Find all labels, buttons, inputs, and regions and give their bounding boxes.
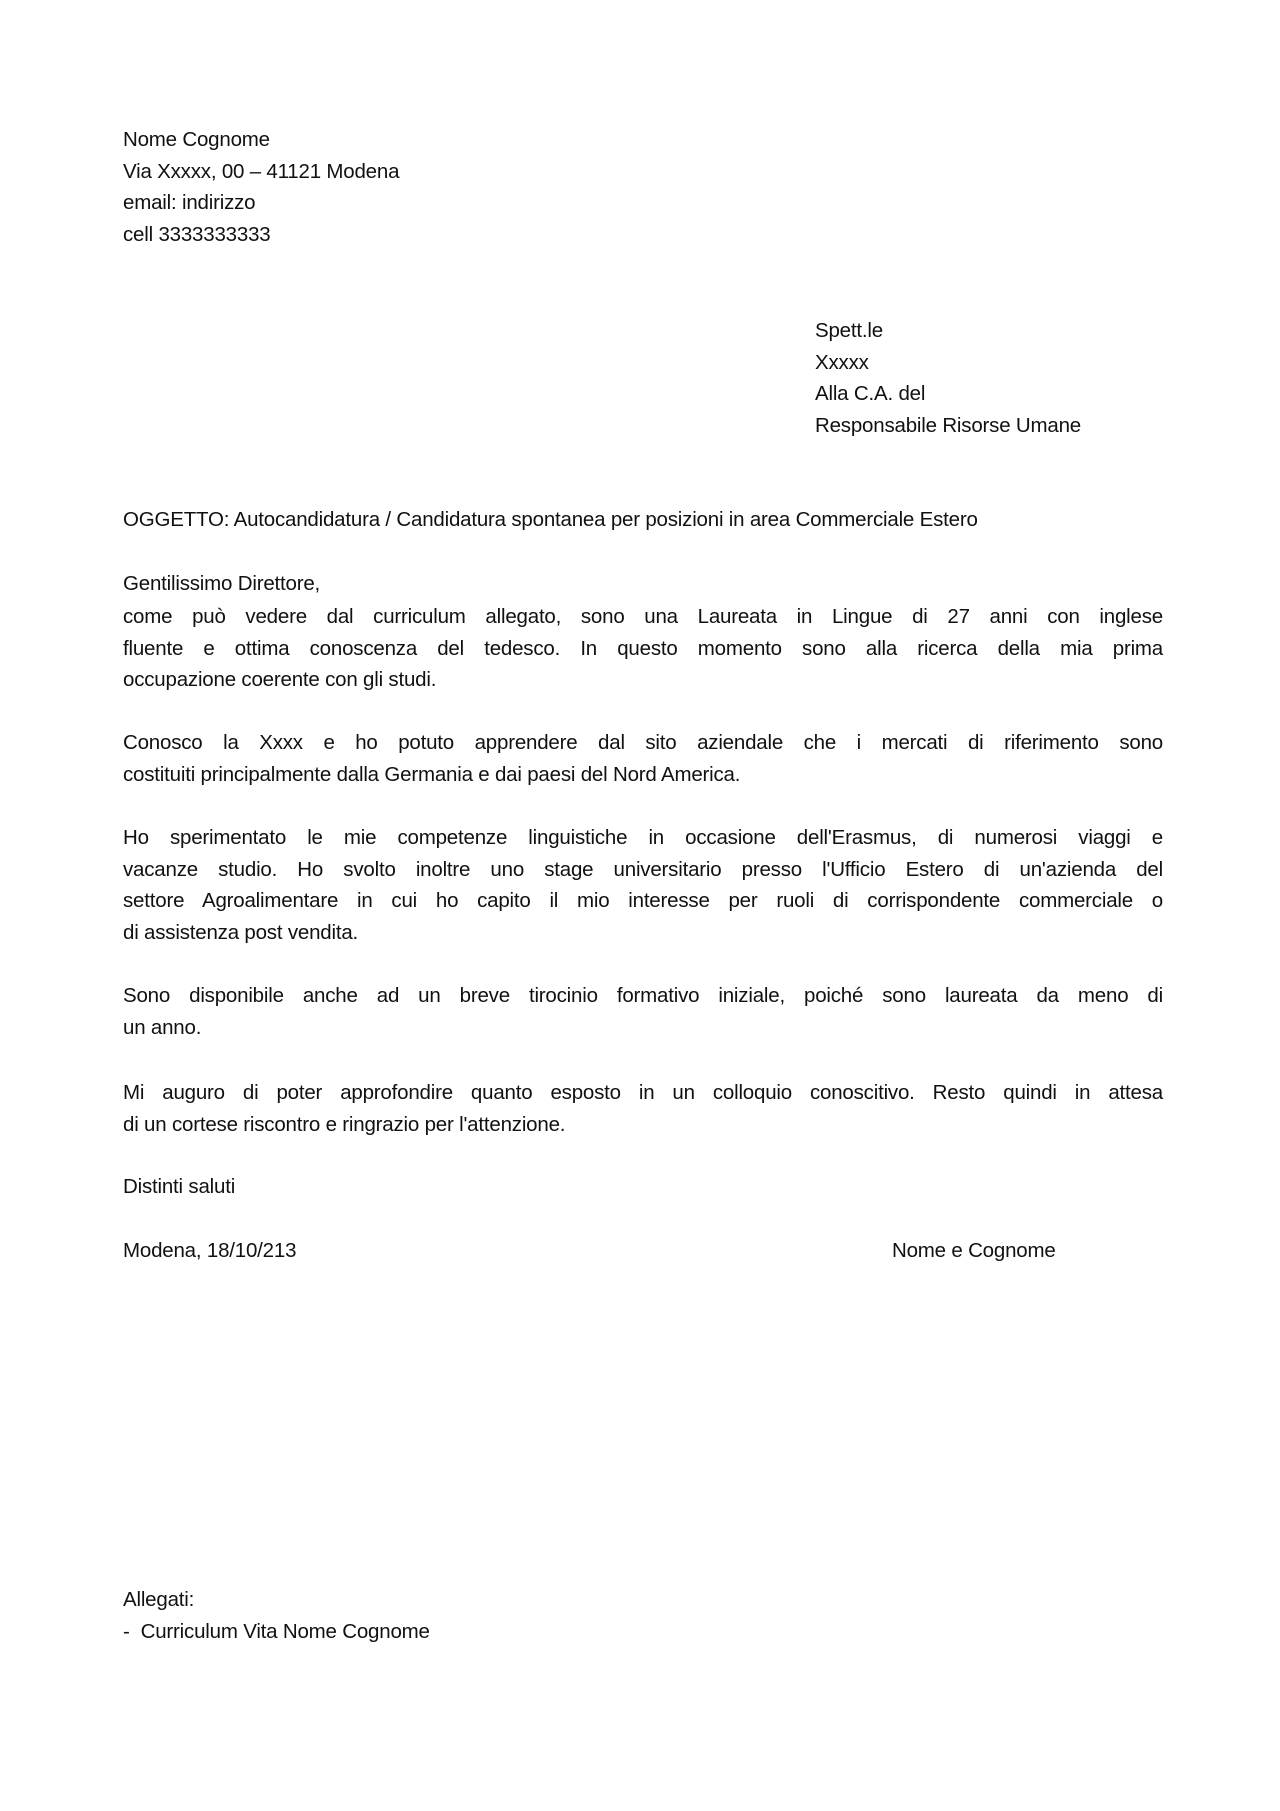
recipient-line: Xxxxx [815,350,869,374]
recipient-line: Responsabile Risorse Umane [815,413,1081,437]
paragraph-line: vacanze studio. Ho svolto inoltre uno stage universitario presso l'Ufficio Estero di un'azienda del [123,857,1163,881]
paragraph-line: Conosco la Xxxx e ho potuto apprendere dal sito aziendale che i mercati di riferimento sono [123,731,1163,754]
paragraph-line: di un cortese riscontro e ringrazio per l'attenzione. [123,1112,566,1136]
paragraph-line: Ho sperimentato le mie competenze linguistiche in occasione dell'Erasmus, di numerosi viaggi e [123,826,1163,849]
recipient-line: Alla C.A. del [815,382,926,405]
sender-phone: cell 3333333333 [123,222,271,246]
greeting: Gentilissimo Direttore, [123,572,321,595]
attachments [123,1584,430,1647]
paragraph-line: fluente e ottima conoscenza del tedesco. In questo momento sono alla ricerca della mia prima [123,636,1163,660]
signature: Nome e Cognome [892,1239,1056,1262]
attachments-label: Allegati: [123,1588,195,1611]
paragraph [123,601,1163,696]
sender-name: Nome Cognome [123,128,270,151]
paragraph-line: occupazione coerente con gli studi. [123,668,437,691]
paragraph-line: costituiti principalmente dalla Germania e dai paesi del Nord America. [123,762,741,786]
paragraph [123,822,1163,948]
paragraph-line: settore Agroalimentare in cui ho capito il mio interesse per ruoli di corrispondente commerciale o [123,889,1163,912]
paragraph-line: un anno. [123,1015,202,1039]
place-date: Modena, 18/10/213 [123,1239,297,1262]
sender-block [123,124,399,250]
sender-address: Via Xxxxx, 00 – 41121 Modena [123,159,400,183]
closing: Distinti saluti [123,1175,236,1198]
paragraph [123,980,1163,1043]
paragraph [123,727,1163,790]
paragraph-line: come può vedere dal curriculum allegato, sono una Laureata in Lingue di 27 anni con inglese [123,605,1163,628]
paragraph-line: di assistenza post vendita. [123,920,359,944]
paragraph-line: Mi auguro di poter approfondire quanto esposto in un colloquio conoscitivo. Resto quindi in attesa [123,1081,1163,1104]
attachment-item: - Curriculum Vita Nome Cognome [123,1619,430,1643]
sender-email: email: indirizzo [123,191,256,214]
recipient-line: Spett.le [815,319,883,342]
paragraph [123,1077,1163,1140]
paragraph-line: Sono disponibile anche ad un breve tirocinio formativo iniziale, poiché sono laureata da meno di [123,984,1163,1007]
recipient-block [815,315,1081,441]
subject-line: OGGETTO: Autocandidatura / Candidatura spontanea per posizioni in area Commerciale Estero [123,508,978,531]
